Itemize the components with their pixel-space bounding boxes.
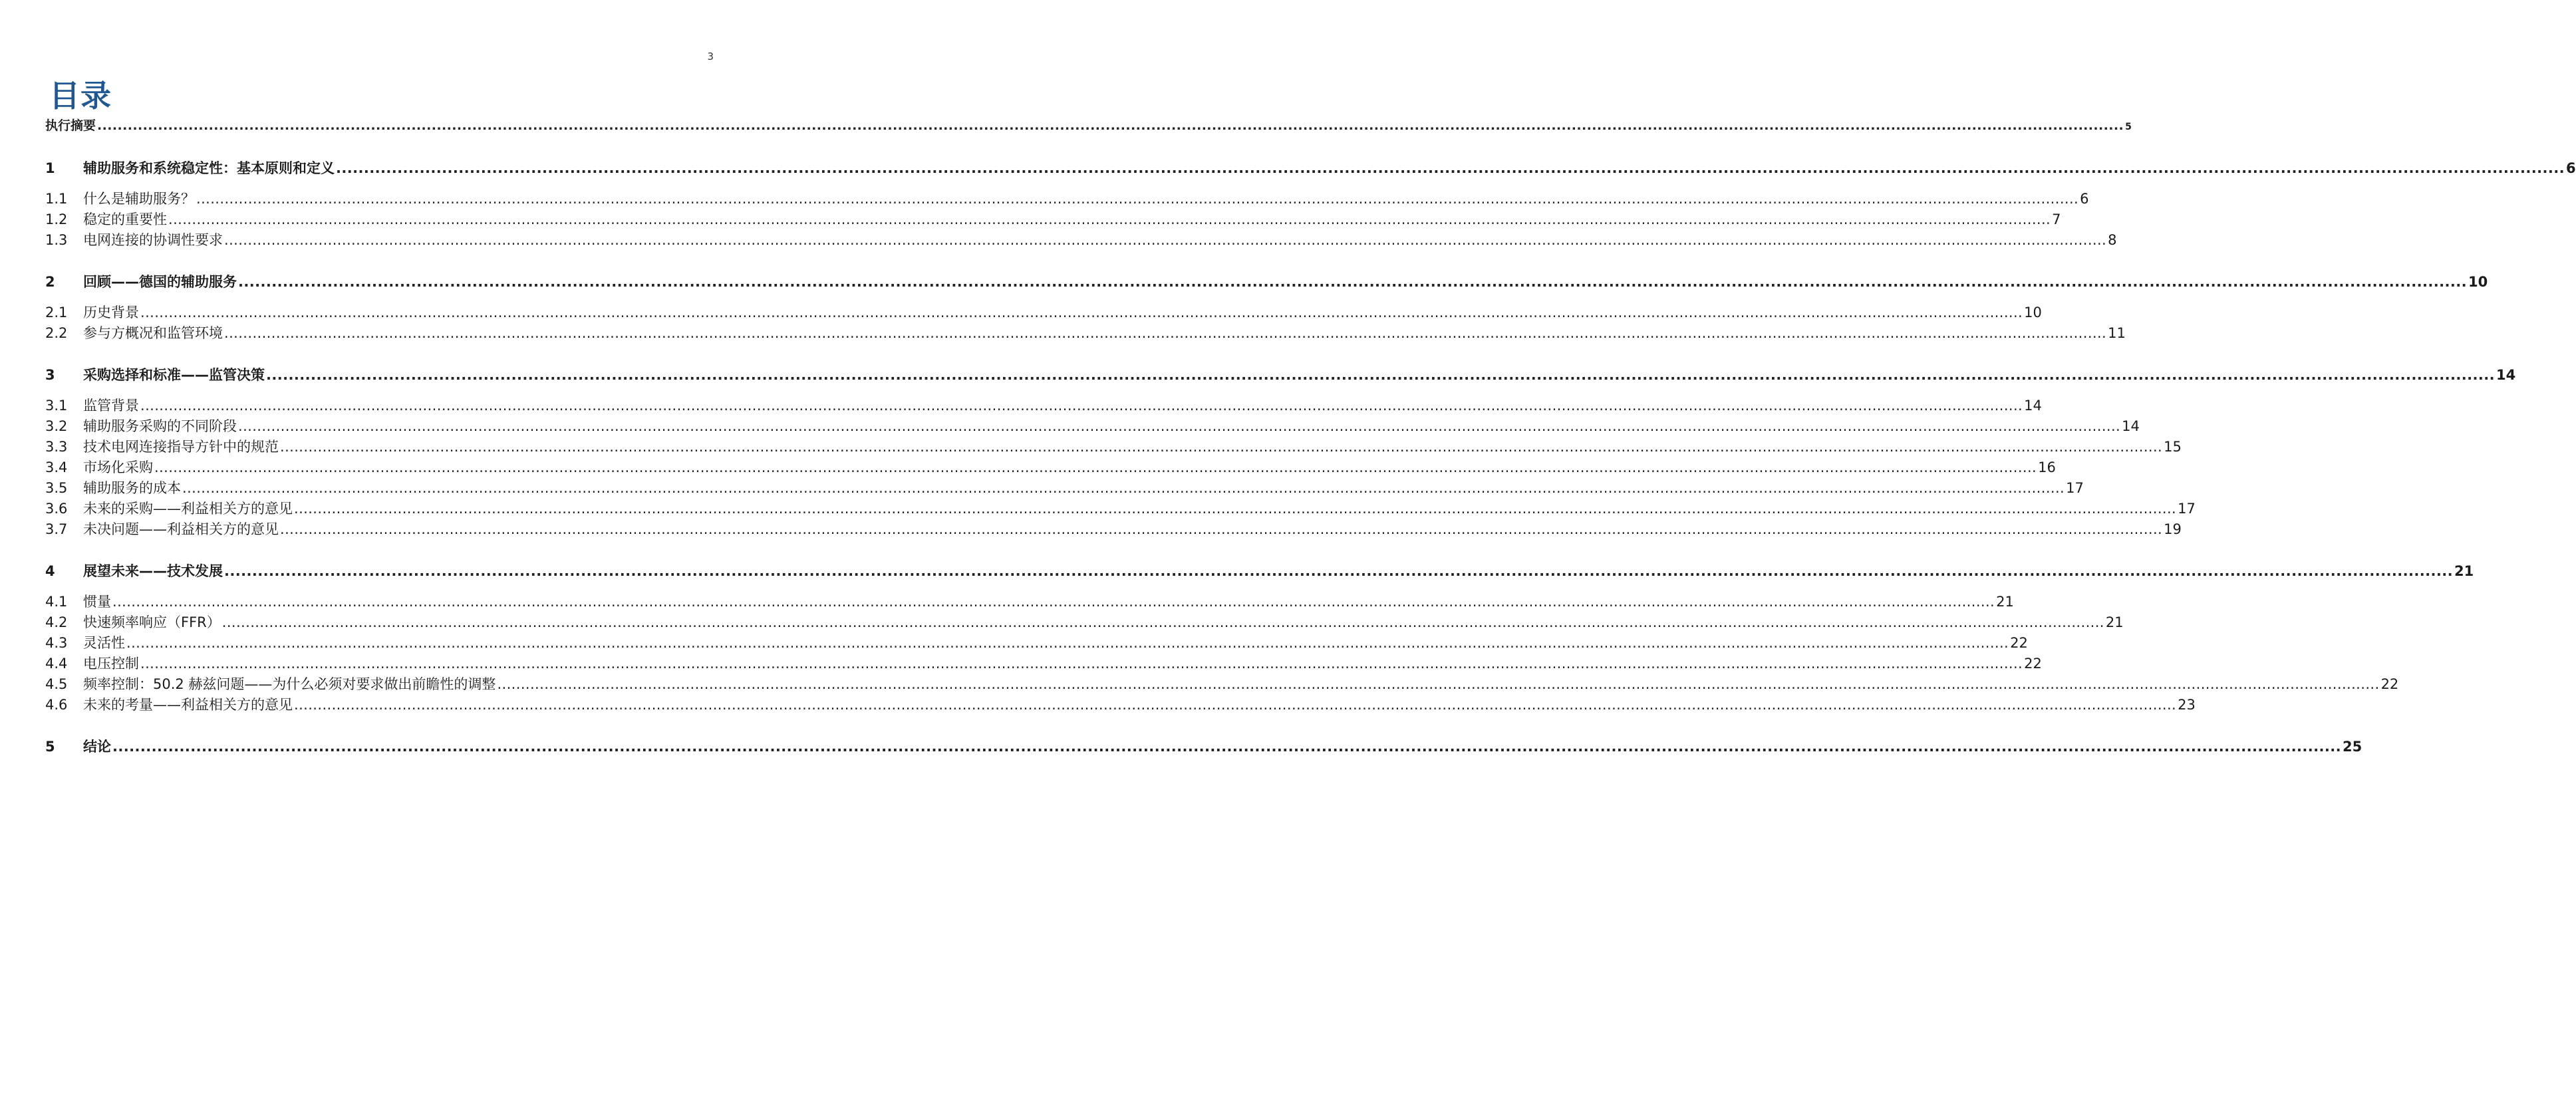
toc-entry-title: 未来的采购——利益相关方的意见 xyxy=(83,501,293,517)
toc-entry-page: 22 xyxy=(2010,635,2028,651)
toc-entry-title: 技术电网连接指导方针中的规范 xyxy=(83,439,279,455)
toc-entry-number: 3.7 xyxy=(45,521,68,537)
toc-section-4-5[interactable] xyxy=(45,674,2399,695)
toc-entry-number: 1 xyxy=(45,160,55,176)
toc-entry-page: 21 xyxy=(1996,594,2014,610)
toc-entry-page: 10 xyxy=(2468,274,2488,290)
toc-entry-title: 辅助服务的成本 xyxy=(83,480,181,496)
toc-entry-page: 14 xyxy=(2496,367,2516,383)
toc-entry-page: 21 xyxy=(2105,614,2124,630)
toc-entry-title: 惯量 xyxy=(83,594,111,610)
dot-leader: ................................................................................................................................................................................................................................................................................................................................................................................................................ xyxy=(182,480,2065,496)
toc-entry-page: 7 xyxy=(2052,211,2061,227)
toc-entry-page: 11 xyxy=(2108,325,2126,341)
toc-entry-page: 19 xyxy=(2164,521,2182,537)
toc-entry-page: 5 xyxy=(2125,122,2132,132)
toc-entry-number: 4.5 xyxy=(45,676,68,692)
toc-section-3-3[interactable] xyxy=(45,437,2182,457)
dot-leader: ................................................................................................................................................................................................................................................................................................................................................................................................................ xyxy=(224,563,2454,579)
toc-entry-number: 3.3 xyxy=(45,439,68,455)
dot-leader: ................................................................................................................................................................................................................................................................................................................................................................................................................ xyxy=(97,118,2124,133)
dot-leader: ................................................................................................................................................................................................................................................................................................................................................................................................................ xyxy=(266,367,2496,383)
dot-leader: ................................................................................................................................................................................................................................................................................................................................................................................................................ xyxy=(168,211,2051,227)
toc-chapter-1[interactable] xyxy=(45,158,2576,179)
toc-entry-number: 3 xyxy=(45,367,55,383)
toc-chapter-3[interactable] xyxy=(45,365,2516,386)
toc-section-2-2[interactable] xyxy=(45,323,2126,344)
toc-entry-number: 3.1 xyxy=(45,398,68,414)
toc-entry-page: 10 xyxy=(2024,305,2042,320)
toc-section-4-1[interactable] xyxy=(45,592,2014,612)
toc-section-4-6[interactable] xyxy=(45,695,2196,715)
dot-leader: ................................................................................................................................................................................................................................................................................................................................................................................................................ xyxy=(238,418,2121,434)
toc-entry-number: 3.6 xyxy=(45,501,68,517)
toc-entry-page: 21 xyxy=(2454,563,2474,579)
toc-section-3-7[interactable] xyxy=(45,519,2182,540)
toc-entry-title: 结论 xyxy=(83,739,111,755)
toc-entry-page: 23 xyxy=(2178,697,2196,713)
toc-entry-number: 2.1 xyxy=(45,305,68,320)
dot-leader: ................................................................................................................................................................................................................................................................................................................................................................................................................ xyxy=(154,459,2037,475)
dot-leader: ................................................................................................................................................................................................................................................................................................................................................................................................................ xyxy=(224,325,2107,341)
toc-chapter-5[interactable] xyxy=(45,737,2362,757)
toc-section-4-2[interactable] xyxy=(45,612,2124,633)
dot-leader: ................................................................................................................................................................................................................................................................................................................................................................................................................ xyxy=(112,594,1995,610)
toc-entry-number: 1.3 xyxy=(45,232,68,248)
toc-entry-number: 4.2 xyxy=(45,614,68,630)
toc-entry-title: 辅助服务采购的不同阶段 xyxy=(83,418,237,434)
dot-leader: ................................................................................................................................................................................................................................................................................................................................................................................................................ xyxy=(294,697,2177,713)
toc-entry-title: 采购选择和标准——监管决策 xyxy=(83,367,265,383)
dot-leader: ................................................................................................................................................................................................................................................................................................................................................................................................................ xyxy=(126,635,2009,651)
table-of-contents xyxy=(45,117,2576,757)
toc-section-3-1[interactable] xyxy=(45,396,2042,416)
toc-entry-title: 展望未来——技术发展 xyxy=(83,563,223,579)
toc-section-1-1[interactable] xyxy=(45,189,2089,209)
dot-leader: ................................................................................................................................................................................................................................................................................................................................................................................................................ xyxy=(112,739,2342,755)
toc-entry-page: 22 xyxy=(2380,676,2399,692)
dot-leader: ................................................................................................................................................................................................................................................................................................................................................................................................................ xyxy=(497,676,2380,692)
toc-entry-title: 未来的考量——利益相关方的意见 xyxy=(83,697,293,713)
toc-entry-executive-summary[interactable] xyxy=(45,117,2132,136)
toc-entry-page: 17 xyxy=(2066,480,2084,496)
dot-leader: ................................................................................................................................................................................................................................................................................................................................................................................................................ xyxy=(336,160,2565,176)
toc-entry-title: 频率控制：50.2 赫兹问题——为什么必须对要求做出前瞻性的调整 xyxy=(83,676,496,692)
toc-entry-title: 监管背景 xyxy=(83,398,139,414)
toc-entry-page: 14 xyxy=(2122,418,2140,434)
toc-entry-title: 电压控制 xyxy=(83,656,139,672)
toc-entry-number: 4.1 xyxy=(45,594,68,610)
toc-section-3-4[interactable] xyxy=(45,457,2056,478)
toc-entry-page: 15 xyxy=(2164,439,2182,455)
dot-leader: ................................................................................................................................................................................................................................................................................................................................................................................................................ xyxy=(140,398,2023,414)
dot-leader: ................................................................................................................................................................................................................................................................................................................................................................................................................ xyxy=(140,656,2023,672)
toc-entry-title: 历史背景 xyxy=(83,305,139,320)
toc-entry-page: 6 xyxy=(2080,191,2089,207)
toc-entry-page: 17 xyxy=(2178,501,2196,517)
dot-leader: ................................................................................................................................................................................................................................................................................................................................................................................................................ xyxy=(140,305,2023,320)
toc-entry-number: 2 xyxy=(45,274,55,290)
toc-entry-page: 25 xyxy=(2343,739,2362,755)
toc-entry-title: 执行摘要 xyxy=(45,118,96,133)
toc-entry-number: 4.6 xyxy=(45,697,68,713)
toc-entry-title: 什么是辅助服务？ xyxy=(83,191,195,207)
toc-entry-title: 快速频率响应（FFR） xyxy=(83,614,221,630)
dot-leader: ................................................................................................................................................................................................................................................................................................................................................................................................................ xyxy=(196,191,2079,207)
toc-entry-page: 16 xyxy=(2038,459,2056,475)
toc-entry-number: 4.3 xyxy=(45,635,68,651)
toc-entry-title: 回顾——德国的辅助服务 xyxy=(83,274,237,290)
toc-entry-number: 5 xyxy=(45,739,55,755)
toc-entry-title: 电网连接的协调性要求 xyxy=(83,232,223,248)
toc-entry-number: 3.4 xyxy=(45,459,68,475)
toc-entry-title: 市场化采购 xyxy=(83,459,153,475)
toc-section-2-1[interactable] xyxy=(45,303,2042,323)
toc-entry-title: 未决问题——利益相关方的意见 xyxy=(83,521,279,537)
dot-leader: ................................................................................................................................................................................................................................................................................................................................................................................................................ xyxy=(221,614,2104,630)
dot-leader: ................................................................................................................................................................................................................................................................................................................................................................................................................ xyxy=(224,232,2107,248)
toc-entry-number: 1.1 xyxy=(45,191,68,207)
dot-leader: ................................................................................................................................................................................................................................................................................................................................................................................................................ xyxy=(280,521,2163,537)
toc-entry-title: 灵活性 xyxy=(83,635,125,651)
toc-section-4-4[interactable] xyxy=(45,654,2042,674)
page-number: 3 xyxy=(707,51,714,62)
toc-chapter-4[interactable] xyxy=(45,561,2474,582)
toc-section-1-3[interactable] xyxy=(45,230,2117,251)
toc-entry-title: 稳定的重要性 xyxy=(83,211,167,227)
toc-entry-page: 8 xyxy=(2108,232,2117,248)
toc-section-3-5[interactable] xyxy=(45,478,2084,499)
toc-chapter-2[interactable] xyxy=(45,272,2488,293)
toc-entry-number: 3.2 xyxy=(45,418,68,434)
toc-section-1-2[interactable] xyxy=(45,209,2061,230)
toc-entry-title: 参与方概况和监管环境 xyxy=(83,325,223,341)
toc-entry-title: 辅助服务和系统稳定性：基本原则和定义 xyxy=(83,160,335,176)
toc-entry-number: 1.2 xyxy=(45,211,68,227)
toc-entry-page: 22 xyxy=(2024,656,2042,672)
toc-section-3-2[interactable] xyxy=(45,416,2140,437)
toc-entry-number: 2.2 xyxy=(45,325,68,341)
dot-leader: ................................................................................................................................................................................................................................................................................................................................................................................................................ xyxy=(238,274,2468,290)
toc-entry-number: 4.4 xyxy=(45,656,68,672)
toc-title: 目录 xyxy=(49,78,112,114)
toc-section-3-6[interactable] xyxy=(45,499,2196,519)
dot-leader: ................................................................................................................................................................................................................................................................................................................................................................................................................ xyxy=(294,501,2177,517)
toc-section-4-3[interactable] xyxy=(45,633,2028,654)
toc-entry-number: 3.5 xyxy=(45,480,68,496)
toc-entry-page: 14 xyxy=(2024,398,2042,414)
toc-entry-page: 6 xyxy=(2566,160,2576,176)
toc-entry-number: 4 xyxy=(45,563,55,579)
dot-leader: ................................................................................................................................................................................................................................................................................................................................................................................................................ xyxy=(280,439,2163,455)
